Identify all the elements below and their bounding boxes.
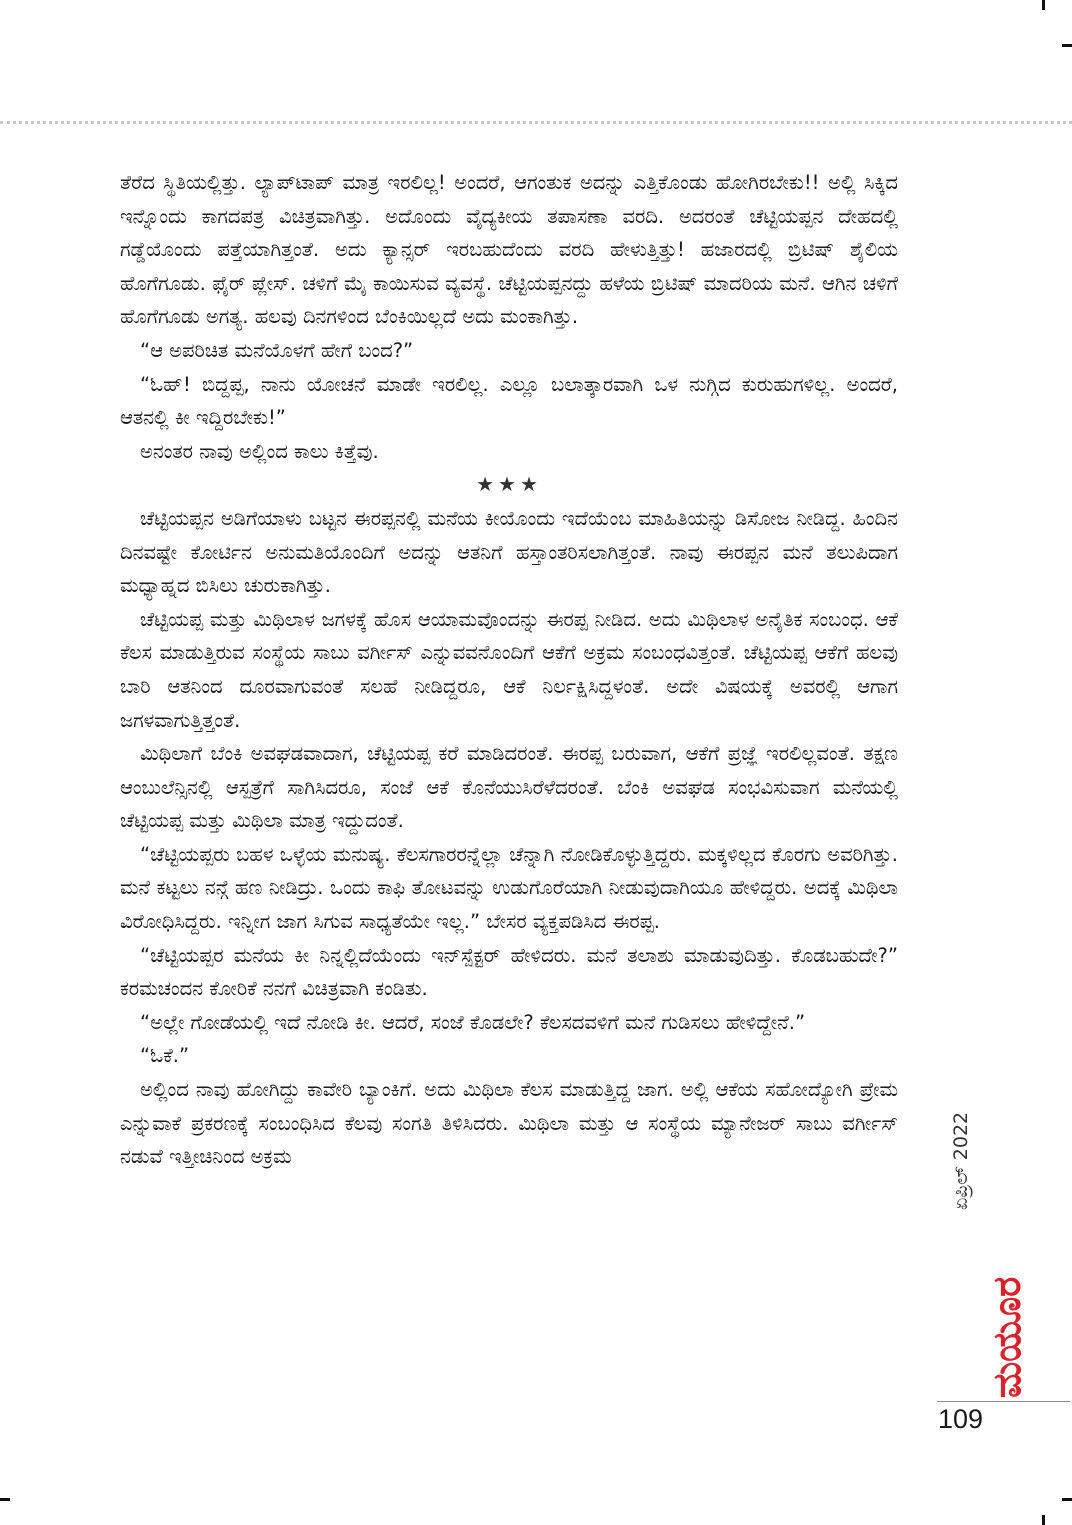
page-number-rule [937, 1401, 1070, 1402]
header-dotted-rule [0, 121, 1072, 124]
crop-mark-top-right [1042, 0, 1045, 10]
magazine-logo: ಮಯೂರ [985, 1276, 1029, 1398]
paragraph: “ಓಕೆ.” [140, 1044, 190, 1068]
section-break-stars: ★★★ [476, 472, 542, 497]
paragraph: “ಓಹ್! ಬಿದ್ದಪ್ಪ, ನಾನು ಯೋಚನೆ ಮಾಡೇ ಇರಲಿಲ್ಲ. ಎಲ್ಲೂ ಬಲಾತ್ಕಾರವಾಗಿ ಒಳ ನುಗ್ಗಿದ ಕುರುಹುಗಳಿಲ್ಲ. ಅಂದರೆ, ಆತನಲ್ಲಿ ಕೀ ಇದ್ದಿರಬೇಕು!” [120, 372, 898, 430]
paragraph: “ಅಲ್ಲೇ ಗೋಡೆಯಲ್ಲಿ ಇದೆ ನೋಡಿ ಕೀ. ಆದರೆ, ಸಂಜೆ ಕೊಡಲೇ? ಕೆಲಸದವಳಿಗೆ ಮನೆ ಗುಡಿಸಲು ಹೇಳಿದ್ದೇನೆ.” [140, 1010, 806, 1034]
paragraph: ಅಲ್ಲಿಂದ ನಾವು ಹೋಗಿದ್ದು ಕಾವೇರಿ ಬ್ಯಾಂಕಿಗೆ. ಅದು ಮಿಥಿಲಾ ಕೆಲಸ ಮಾಡುತ್ತಿದ್ದ ಜಾಗ. ಅಲ್ಲಿ ಆಕೆಯ ಸಹೋದ್ಯೋಗಿ ಪ್ರೇಮ ಎನ್ನುವಾಕೆ ಪ್ರಕರಣಕ್ಕೆ ಸಂಬಂಧಿಸಿದ ಕೆಲವು ಸಂಗತಿ ತಿಳಿಸಿದರು. ಮಿಥಿಲಾ ಮತ್ತು ಆ ಸಂಸ್ಥೆಯ ಮ್ಯಾನೇಜರ್ ಸಾಬು ವರ್ಗೀಸ್ ನಡುವೆ ಇತ್ತೀಚಿನಿಂದ ಅಕ್ರಮ [120, 1078, 898, 1169]
issue-date-label: ಏಪ್ರಿಲ್ 2022 [950, 1111, 972, 1210]
paragraph: ಚೆಟ್ಟಿಯಪ್ಪ ಮತ್ತು ಮಿಥಿಲಾಳ ಜಗಳಕ್ಕೆ ಹೊಸ ಆಯಾಮವೊಂದನ್ನು ಈರಪ್ಪ ನೀಡಿದ. ಅದು ಮಿಥಿಲಾಳ ಅನೈತಿಕ ಸಂಬಂಧ. ಆಕೆ ಕೆಲಸ ಮಾಡುತ್ತಿರುವ ಸಂಸ್ಥೆಯ ಸಾಬು ವರ್ಗೀಸ್ ಎನ್ನುವವನೊಂದಿಗೆ ಆಕೆಗೆ ಅಕ್ರಮ ಸಂಬಂಧವಿತ್ತಂತೆ. ಚೆಟ್ಟಿಯಪ್ಪ ಆಕೆಗೆ ಹಲವು ಬಾರಿ ಆತನಿಂದ ದೂರವಾಗುವಂತೆ ಸಲಹೆ ನೀಡಿದ್ದರೂ, ಆಕೆ ನಿರ್ಲಕ್ಷಿಸಿದ್ದಳಂತೆ. ಅದೇ ವಿಷಯಕ್ಕೆ ಅವರಲ್ಲಿ ಆಗಾಗ ಜಗಳವಾಗುತ್ತಿತ್ತಂತೆ. [120, 607, 898, 732]
paragraph: “ಚೆಟ್ಟಿಯಪ್ಪರ ಮನೆಯ ಕೀ ನಿನ್ನಲ್ಲಿದೆಯೆಂದು ಇನ್‌ಸ್ಪೆಕ್ಟರ್ ಹೇಳಿದರು. ಮನೆ ತಲಾಶು ಮಾಡುವುದಿತ್ತು. ಕೊಡಬಹುದೇ?” ಕರಮಚಂದನ ಕೋರಿಕೆ ನನಗೆ ವಿಚಿತ್ರವಾಗಿ ಕಂಡಿತು. [120, 943, 898, 1001]
paragraph: ತೆರೆದ ಸ್ಥಿತಿಯಲ್ಲಿತ್ತು. ಲ್ಯಾಪ್‌ಟಾಪ್ ಮಾತ್ರ ಇರಲಿಲ್ಲ! ಅಂದರೆ, ಆಗಂತುಕ ಅದನ್ನು ಎತ್ತಿಕೊಂಡು ಹೋಗಿರಬೇಕು!! ಅಲ್ಲಿ ಸಿಕ್ಕಿದ ಇನ್ನೊಂದು ಕಾಗದಪತ್ರ ವಿಚಿತ್ರವಾಗಿತ್ತು. ಅದೊಂದು ವೈದ್ಯಕೀಯ ತಪಾಸಣಾ ವರದಿ. ಅದರಂತೆ ಚೆಟ್ಟಿಯಪ್ಪನ ದೇಹದಲ್ಲಿ ಗಡ್ಡೆಯೊಂದು ಪತ್ತೆಯಾಗಿತ್ತಂತೆ. ಅದು ಕ್ಯಾನ್ಸರ್ ಇರಬಹುದೆಂದು ವರದಿ ಹೇಳುತ್ತಿತ್ತು! ಹಜಾರದಲ್ಲಿ ಬ್ರಿಟಿಷ್ ಶೈಲಿಯ ಹೊಗೆಗೂಡು. ಫೈರ್ ಪ್ಲೇಸ್. ಚಳಿಗೆ ಮೈ ಕಾಯಿಸುವ ವ್ಯವಸ್ಥೆ. ಚೆಟ್ಟಿಯಪ್ಪನದ್ದು ಹಳೆಯ ಬ್ರಿಟಿಷ್ ಮಾದರಿಯ ಮನೆ. ಆಗಿನ ಚಳಿಗೆ ಹೊಗೆಗೂಡು ಅಗತ್ಯ. ಹಲವು ದಿನಗಳಿಂದ ಬೆಂಕಿಯಿಲ್ಲದೆ ಅದು ಮಂಕಾಗಿತ್ತು. [120, 171, 898, 329]
paragraph: “ಆ ಅಪರಿಚಿತ ಮನೆಯೊಳಗೆ ಹೇಗೆ ಬಂದ?” [140, 338, 414, 362]
crop-mark-right-top [1062, 44, 1072, 47]
crop-mark-bottom-right [1042, 1515, 1045, 1525]
crop-mark-bottom-left [0, 1498, 10, 1501]
paragraph: ಅನಂತರ ನಾವು ಅಲ್ಲಿಂದ ಕಾಲು ಕಿತ್ತೆವು. [140, 439, 379, 463]
paragraph: ಚೆಟ್ಟಿಯಪ್ಪನ ಅಡಿಗೆಯಾಳು ಬಟ್ಟನ ಈರಪ್ಪನಲ್ಲಿ ಮನೆಯ ಕೀಯೊಂದು ಇದೆಯೆಂಬ ಮಾಹಿತಿಯನ್ನು ಡಿಸೋಜ ನೀಡಿದ್ದ. ಹಿಂದಿನ ದಿನವಷ್ಟೇ ಕೋರ್ಟಿನ ಅನುಮತಿಯೊಂದಿಗೆ ಅದನ್ನು ಆತನಿಗೆ ಹಸ್ತಾಂತರಿಸಲಾಗಿತ್ತಂತೆ. ನಾವು ಈರಪ್ಪನ ಮನೆ ತಲುಪಿದಾಗ ಮಧ್ಯಾಹ್ನದ ಬಿಸಿಲು ಚುರುಕಾಗಿತ್ತು. [120, 506, 898, 598]
article-body [120, 166, 898, 1174]
paragraph: ಮಿಥಿಲಾಗೆ ಬೆಂಕಿ ಅವಘಡವಾದಾಗ, ಚೆಟ್ಟಿಯಪ್ಪ ಕರೆ ಮಾಡಿದರಂತೆ. ಈರಪ್ಪ ಬರುವಾಗ, ಆಕೆಗೆ ಪ್ರಜ್ಞೆ ಇರಲಿಲ್ಲವಂತೆ. ತಕ್ಷಣ ಆಂಬುಲೆನ್ಸಿನಲ್ಲಿ ಆಸ್ಪತ್ರೆಗೆ ಸಾಗಿಸಿದರೂ, ಸಂಜೆ ಆಕೆ ಕೊನೆಯುಸಿರೆಳೆದರಂತೆ. ಬೆಂಕಿ ಅವಘಡ ಸಂಭವಿಸುವಾಗ ಮನೆಯಲ್ಲಿ ಚೆಟ್ಟಿಯಪ್ಪ ಮತ್ತು ಮಿಥಿಲಾ ಮಾತ್ರ ಇದ್ದುದಂತೆ. [120, 742, 898, 833]
page-number: 109 [938, 1404, 984, 1434]
paragraph: “ಚೆಟ್ಟಿಯಪ್ಪರು ಬಹಳ ಒಳ್ಳೆಯ ಮನುಷ್ಯ. ಕೆಲಸಗಾರರನ್ನೆಲ್ಲಾ ಚೆನ್ನಾಗಿ ನೋಡಿಕೊಳ್ಳುತ್ತಿದ್ದರು. ಮಕ್ಕಳಿಲ್ಲದ ಕೊರಗು ಅವರಿಗಿತ್ತು. ಮನೆ ಕಟ್ಟಲು ನನ್ಗೆ ಹಣ ನೀಡಿದ್ರು. ಒಂದು ಕಾಫಿ ತೋಟವನ್ನು ಉಡುಗೊರೆಯಾಗಿ ನೀಡುವುದಾಗಿಯೂ ಹೇಳಿದ್ದರು. ಅದಕ್ಕೆ ಮಿಥಿಲಾ ವಿರೋಧಿಸಿದ್ದರು. ಇನ್ನೀಗ ಜಾಗ ಸಿಗುವ ಸಾಧ್ಯತೆಯೇ ಇಲ್ಲ.” ಬೇಸರ ವ್ಯಕ್ತಪಡಿಸಿದ ಈರಪ್ಪ. [120, 842, 898, 934]
crop-mark-right-bottom [1062, 1498, 1072, 1501]
